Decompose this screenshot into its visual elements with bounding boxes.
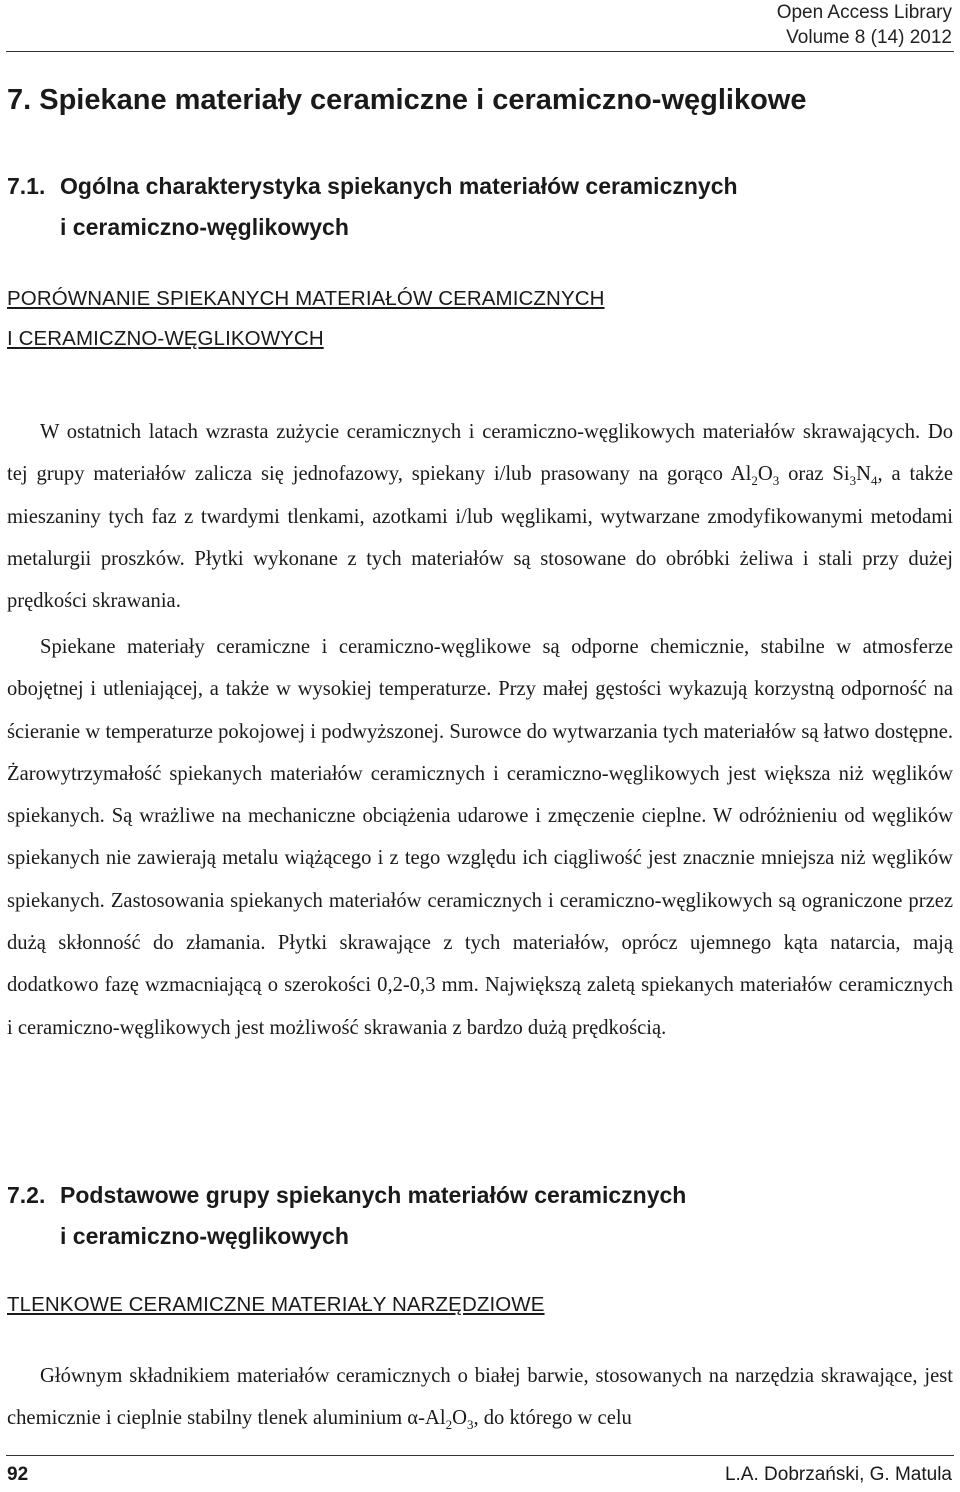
section-title-line1: Ogólna charakterystyka spiekanych materiałów ceramicznych — [60, 173, 738, 199]
paragraph-text: , do którego w celu — [473, 1407, 632, 1430]
subscript: 3 — [772, 473, 780, 489]
paragraph-text: Spiekane materiały ceramiczne i ceramiczno-węglikowe są odporne chemicznie, stabilne w atmosferze obojętnej i utleniającej, a także w wysokiej temperaturze. Przy małej gęstości wykazują korzystną odporność na ścieranie w temperaturze pokojowej i podwyższonej. Surowce do wytwarzania tych materiałów są łatwo dostępne. Żarowytrzymałość spiekanych materiałów ceramicznych i ceramiczno-węglikowych jest większa niż węglików spiekanych. Są wrażliwe na mechaniczne obciążenia udarowe i zmęczenie cieplne. W odróżnieniu od węglików spiekanych nie zawierają metalu wiążącego i z tego względu ich ciągliwość jest znacznie mniejsza niż węglików spiekanych. Zastosowania spiekanych materiałów ceramicznych i ceramiczno-węglikowych są ograniczone przez dużą skłonność do złamania. Płytki skrawające z tych materiałów, oprócz ujemnego kąta natarcia, mają dodatkowo fazę wzmacniającą o szerokości 0,2-0,3 mm. Największą zaletą spiekanych materiałów ceramicznych i ceramiczno-węglikowych jest możliwość skrawania z bardzo dużą prędkością. — [7, 636, 953, 1039]
page-header — [777, 0, 952, 50]
section-heading-7-2 — [7, 1175, 686, 1257]
subscript: 3 — [849, 473, 857, 489]
journal-volume: Volume 8 (14) 2012 — [786, 27, 952, 48]
paragraph-text: O — [452, 1407, 467, 1430]
subheading-comparison — [7, 279, 605, 359]
header-divider — [6, 51, 954, 52]
paragraph-text: O — [757, 463, 773, 486]
footer-divider — [6, 1455, 954, 1456]
section-heading-7-1 — [7, 166, 738, 248]
paragraph-text: N — [856, 463, 871, 486]
paragraph-text: Głównym składnikiem materiałów ceramicznych o białej barwie, stosowanych na narzędzia skrawające, jest chemicznie i cieplnie stabilny tlenek aluminium α-Al — [7, 1365, 953, 1430]
page-number: 92 — [7, 1464, 29, 1485]
subscript: 2 — [445, 1417, 453, 1433]
footer-authors: L.A. Dobrzański, G. Matula — [724, 1464, 952, 1485]
subheading-line2: I CERAMICZNO-WĘGLIKOWYCH — [7, 327, 324, 350]
journal-name: Open Access Library — [776, 2, 952, 23]
section-title-line1: Podstawowe grupy spiekanych materiałów ceramicznych — [60, 1182, 687, 1208]
paragraph-2 — [7, 626, 953, 1049]
chapter-title: 7. Spiekane materiały ceramiczne i ceramiczno-węglikowe — [7, 84, 807, 116]
paragraph-text: oraz Si — [779, 463, 850, 486]
subheading-oxide-ceramics: TLENKOWE CERAMICZNE MATERIAŁY NARZĘDZIOWE — [7, 1293, 545, 1316]
paragraph-3 — [7, 1355, 953, 1440]
paragraph-text: , a także mieszaniny tych faz z twardymi tlenkami, azotkami i/lub węglikami, wytwarzane zmodyfikowanymi metodami metalurgii proszków. Płytki wykonane z tych materiałów są stosowane do obróbki żeliwa i stali przy dużej prędkości skrawania. — [7, 463, 953, 613]
subscript: 4 — [870, 473, 878, 489]
subheading-line1: PORÓWNANIE SPIEKANYCH MATERIAŁÓW CERAMICZNYCH — [7, 287, 605, 310]
subscript: 3 — [466, 1417, 474, 1433]
section-number: 7.2. — [7, 1182, 46, 1208]
section-title-line2: i ceramiczno-węglikowych — [60, 214, 349, 240]
subscript: 2 — [751, 473, 758, 489]
section-number: 7.1. — [7, 173, 46, 199]
section-title-line2: i ceramiczno-węglikowych — [60, 1223, 349, 1249]
paragraph-1 — [7, 411, 953, 622]
paragraph-text: W ostatnich latach wzrasta zużycie ceramicznych i ceramiczno-węglikowych materiałów skrawających. Do tej grupy materiałów zalicza się jednofazowy, spiekany i/lub prasowany na gorąco Al — [7, 421, 953, 486]
